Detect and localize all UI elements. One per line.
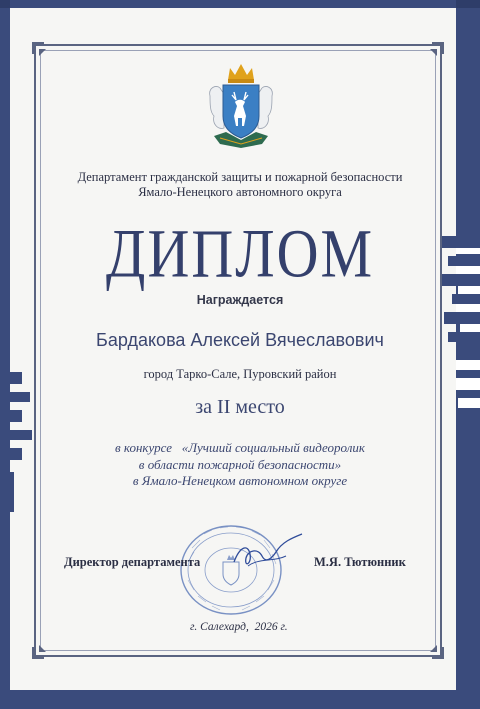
department-name-line: Департамент гражданской защиты и пожарной безопасности	[77, 170, 403, 184]
diploma-title: ДИПЛОМ	[105, 215, 375, 292]
yamal-coat-of-arms-icon	[206, 58, 276, 150]
frame-corner-icon	[420, 40, 446, 66]
signatory-position: Директор департамента	[64, 555, 201, 569]
contest-line-2: в области пожарной безопасности»	[138, 456, 342, 472]
frame-corner-icon	[30, 635, 56, 661]
contest-line-1: в конкурсе «Лучший социальный видеоролик	[114, 440, 365, 455]
award-place: за II место	[195, 396, 285, 418]
recipient-city: город Тарко-Сале, Пуровский район	[143, 367, 337, 381]
place-and-date: г. Салехард, 2026 г.	[190, 621, 288, 633]
recipient-name: Бардакова Алексей Вячеславович	[96, 330, 384, 350]
frame-corner-icon	[420, 635, 446, 661]
frame-corner-icon	[30, 40, 56, 66]
handwritten-signature-icon	[228, 528, 308, 578]
contest-line-3: в Ямало-Ненецком автономном округе	[132, 473, 348, 488]
signatory-name: М.Я. Тютюнник	[314, 555, 406, 569]
awarded-label: Награждается	[196, 293, 284, 307]
contest-description	[40, 440, 440, 490]
department-region-line: Ямало-Ненецкого автономного округа	[138, 185, 342, 199]
